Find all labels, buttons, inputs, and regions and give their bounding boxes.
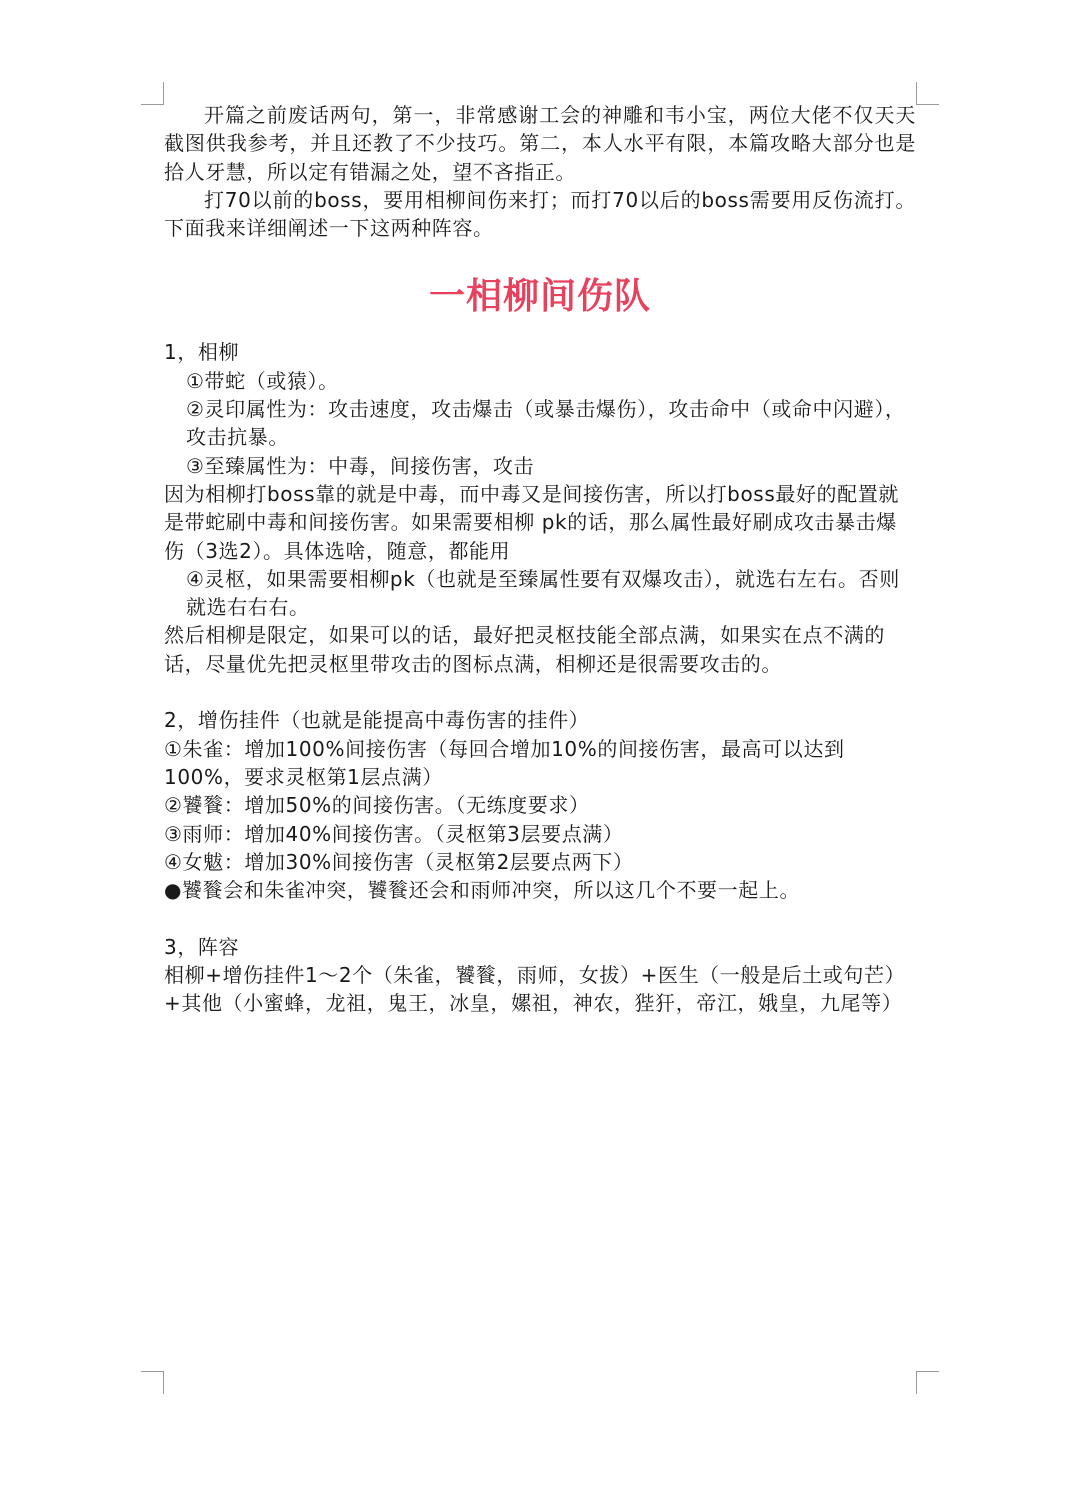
list-item: ①带蛇（或猿）。 [186,368,339,393]
list-item: ②灵印属性为：攻击速度，攻击爆击（或暴击爆伤），攻击命中（或命中闪避），攻击抗暴。 [186,397,906,450]
page-corner-mark-top-right [916,82,939,105]
section-2-heading: 2，增伤挂件（也就是能提高中毒伤害的挂件） [164,708,590,733]
page-corner-mark-bottom-right [916,1371,939,1394]
page-corner-mark-bottom-left [141,1371,164,1394]
list-item: ④灵枢，如果需要相柳pk（也就是至臻属性要有双爆攻击），就选右左右。否则就选右右右。 [186,566,900,620]
document-body [164,101,916,1018]
section-1-note: 然后相柳是限定，如果可以的话，最好把灵枢技能全部点满，如果实在点不满的话，尽量优先把灵枢里带攻击的图标点满，相柳还是很需要攻击的。 [164,623,885,676]
section-3-text: 相柳+增伤挂件1～2个（朱雀，饕餮，雨师，女拔）+医生（一般是后土或句芒）+其他（小蜜蜂，龙祖，鬼王，冰皇，嫘祖，神农，狴犴，帝江，娥皇，九尾等） [164,963,906,1016]
list-item: ②饕餮：增加50%的间接伤害。（无练度要求） [164,793,590,818]
section-damage-pendants [164,706,916,904]
blank-line [164,904,916,932]
section-title: 一相柳间伤队 [428,276,651,318]
section-1-heading: 1，相柳 [164,340,240,365]
section-3-heading: 3，阵容 [164,934,240,959]
list-item: ④女魃：增加30%间接伤害（灵枢第2层要点两下） [164,849,634,874]
intro-paragraph-1: 开篇之前废话两句，第一，非常感谢工会的神雕和韦小宝，两位大佬不仅天天截图供我参考，并且还教了不少技巧。第二，本人水平有限，本篇攻略大部分也是拾人牙慧，所以定有错漏之处，望不吝指正。 [164,103,916,184]
section-xiangliu [164,338,916,678]
list-item: ③至臻属性为：中毒，间接伤害，攻击 [186,453,535,478]
section-lineup [164,933,916,1018]
list-item: ●饕餮会和朱雀冲突，饕餮还会和雨师冲突，所以这几个不要一起上。 [164,878,801,903]
intro-paragraph-2: 打70以前的boss，要用相柳间伤来打；而打70以后的boss需要用反伤流打。下面我来详细阐述一下这两种阵容。 [164,187,916,241]
blank-line [164,678,916,706]
list-item: ①朱雀：增加100%间接伤害（每回合增加10%的间接伤害，最高可以达到100%，要求灵枢第1层点满） [164,736,845,789]
page-corner-mark-top-left [141,82,164,105]
section-1-explanation: 因为相柳打boss靠的就是中毒，而中毒又是间接伤害，所以打boss最好的配置就是带蛇刷中毒和间接伤害。如果需要相柳 pk的话，那么属性最好刷成攻击暴击爆伤（3选2）。具体选啥，随意，都能用 [164,481,899,563]
list-item: ③雨师：增加40%间接伤害。（灵枢第3层要点满） [164,821,624,846]
